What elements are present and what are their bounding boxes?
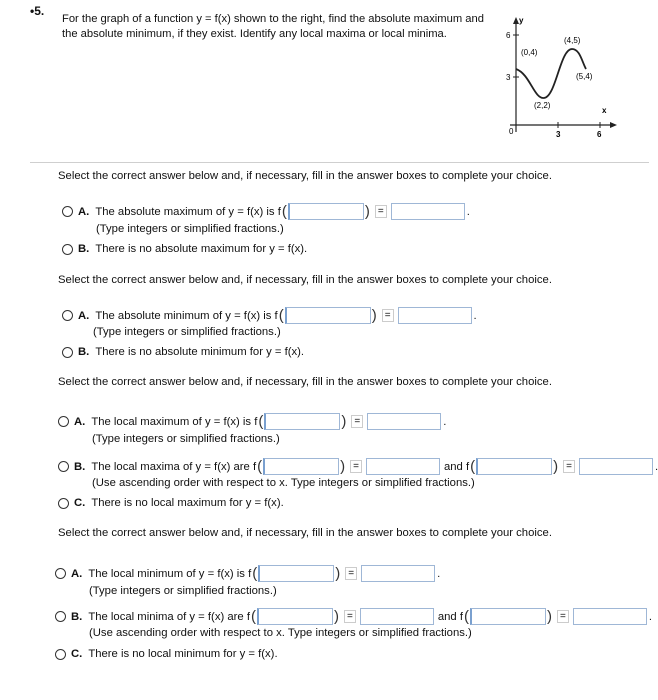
question-number: •5.: [30, 4, 45, 18]
open-paren: (: [250, 607, 256, 625]
close-paren: ): [546, 607, 552, 625]
abs-min-a-text: The absolute minimum of y = f(x) is f: [95, 309, 278, 322]
abs-max-x-input[interactable]: [288, 203, 364, 220]
option-letter: B.: [78, 243, 90, 255]
equals-sign: =: [350, 460, 362, 473]
equals-sign: =: [344, 610, 356, 623]
option-letter: A.: [78, 205, 90, 218]
equals-sign: =: [345, 567, 357, 580]
open-paren: (: [257, 457, 263, 475]
local-min-option-a[interactable]: [55, 565, 440, 582]
y-axis-label: y: [519, 16, 524, 25]
x-tick-6-label: 6: [597, 130, 602, 139]
function-graph: [490, 14, 620, 144]
option-letter: C.: [74, 497, 86, 509]
local-max-value2-input[interactable]: [579, 458, 653, 475]
and-f-text: and f: [437, 610, 463, 623]
option-letter: C.: [71, 648, 83, 660]
local-max-c-text: There is no local maximum for y = f(x).: [91, 497, 284, 509]
local-min-c-text: There is no local minimum for y = f(x).: [88, 648, 278, 660]
local-max-x1-input[interactable]: [263, 458, 339, 475]
local-min-a-text: The local minimum of y = f(x) is f: [88, 567, 252, 580]
local-max-b-hint: (Use ascending order with respect to x. Type integers or simplified fractions.): [92, 477, 475, 489]
local-max-option-c-radio[interactable]: [58, 498, 69, 509]
equals-sign: =: [375, 205, 387, 218]
abs-max-a-text: The absolute maximum of y = f(x) is f: [95, 205, 281, 218]
abs-max-option-b[interactable]: [62, 243, 307, 255]
close-paren: ): [553, 457, 559, 475]
close-paren: ): [340, 457, 346, 475]
option-letter: A.: [78, 309, 90, 322]
local-max-option-b[interactable]: [58, 458, 658, 475]
local-max-x2-input[interactable]: [476, 458, 552, 475]
local-min-a-hint: (Type integers or simplified fractions.): [89, 585, 277, 597]
local-min-x1-input[interactable]: [257, 608, 333, 625]
instruction-local-min: Select the correct answer below and, if necessary, fill in the answer boxes to complete your choice.: [58, 527, 552, 539]
open-paren: (: [463, 607, 469, 625]
question-prompt: For the graph of a function y = f(x) shown to the right, find the absolute maximum and the absolute minimum, if they exist. Identify any local maxima or local minima.: [62, 13, 484, 40]
local-min-x2-input[interactable]: [470, 608, 546, 625]
and-f-text: and f: [443, 460, 470, 473]
abs-min-a-hint: (Type integers or simplified fractions.): [93, 326, 281, 338]
abs-min-option-b[interactable]: [62, 346, 304, 358]
abs-min-value-input[interactable]: [398, 307, 472, 324]
local-max-b-text: The local maxima of y = f(x) are f: [91, 460, 257, 473]
period: .: [443, 415, 447, 428]
point-label-0-4: (0,4): [521, 48, 538, 57]
period: .: [473, 309, 477, 322]
period: .: [654, 460, 658, 473]
local-min-b-text: The local minima of y = f(x) are f: [88, 610, 250, 623]
equals-sign: =: [563, 460, 575, 473]
local-min-option-a-radio[interactable]: [55, 568, 66, 579]
open-paren: (: [258, 412, 264, 430]
instruction-absolute-max: Select the correct answer below and, if necessary, fill in the answer boxes to complete your choice.: [58, 170, 552, 182]
local-min-option-c-radio[interactable]: [55, 649, 66, 660]
local-min-x-input[interactable]: [258, 565, 334, 582]
open-paren: (: [252, 564, 258, 582]
local-min-option-c[interactable]: [55, 648, 278, 660]
origin-label: 0: [509, 127, 514, 136]
local-max-option-c[interactable]: [58, 497, 284, 509]
local-min-option-b[interactable]: [55, 608, 652, 625]
abs-min-option-b-radio[interactable]: [62, 347, 73, 358]
x-axis-label: x: [602, 106, 607, 115]
local-max-option-a[interactable]: [58, 413, 446, 430]
local-min-option-b-radio[interactable]: [55, 611, 66, 622]
abs-max-value-input[interactable]: [391, 203, 465, 220]
instruction-local-max: Select the correct answer below and, if necessary, fill in the answer boxes to complete your choice.: [58, 376, 552, 388]
abs-max-a-hint: (Type integers or simplified fractions.): [96, 223, 284, 235]
y-tick-6-label: 6: [506, 31, 511, 40]
period: .: [437, 567, 441, 580]
local-max-option-b-radio[interactable]: [58, 461, 69, 472]
local-min-b-hint: (Use ascending order with respect to x. Type integers or simplified fractions.): [89, 627, 472, 639]
abs-min-b-text: There is no absolute minimum for y = f(x).: [95, 346, 305, 358]
open-paren: (: [281, 202, 287, 220]
period: .: [648, 610, 652, 623]
x-tick-3-label: 3: [556, 130, 561, 139]
equals-sign: =: [557, 610, 569, 623]
section-divider: [30, 162, 649, 163]
equals-sign: =: [351, 415, 363, 428]
instruction-absolute-min: Select the correct answer below and, if necessary, fill in the answer boxes to complete your choice.: [58, 274, 552, 286]
close-paren: ): [364, 202, 370, 220]
abs-max-b-text: There is no absolute maximum for y = f(x).: [95, 243, 308, 255]
local-min-value2-input[interactable]: [573, 608, 647, 625]
local-max-a-text: The local maximum of y = f(x) is f: [91, 415, 258, 428]
option-letter: B.: [71, 610, 83, 623]
local-max-a-hint: (Type integers or simplified fractions.): [92, 433, 280, 445]
point-label-4-5: (4,5): [564, 36, 581, 45]
point-label-2-2: (2,2): [534, 101, 551, 110]
option-letter: B.: [74, 460, 86, 473]
local-max-value1-input[interactable]: [366, 458, 440, 475]
x-axis-arrow: [610, 122, 617, 128]
local-max-option-a-radio[interactable]: [58, 416, 69, 427]
y-tick-3-label: 3: [506, 73, 511, 82]
close-paren: ): [371, 306, 377, 324]
local-max-x-input[interactable]: [264, 413, 340, 430]
open-paren: (: [470, 457, 476, 475]
option-letter: A.: [74, 415, 86, 428]
option-letter: B.: [78, 346, 90, 358]
period: .: [466, 205, 470, 218]
abs-max-option-a[interactable]: [62, 203, 470, 220]
close-paren: ): [333, 607, 339, 625]
abs-max-option-b-radio[interactable]: [62, 244, 73, 255]
abs-min-option-a-radio[interactable]: [62, 310, 73, 321]
close-paren: ): [335, 564, 341, 582]
local-min-value1-input[interactable]: [360, 608, 434, 625]
close-paren: ): [341, 412, 347, 430]
option-letter: A.: [71, 567, 83, 580]
local-max-value-input[interactable]: [367, 413, 441, 430]
abs-max-option-a-radio[interactable]: [62, 206, 73, 217]
abs-min-option-a[interactable]: [62, 307, 477, 324]
open-paren: (: [278, 306, 284, 324]
point-label-5-4: (5,4): [576, 72, 593, 81]
equals-sign: =: [382, 309, 394, 322]
abs-min-x-input[interactable]: [285, 307, 371, 324]
local-min-value-input[interactable]: [361, 565, 435, 582]
